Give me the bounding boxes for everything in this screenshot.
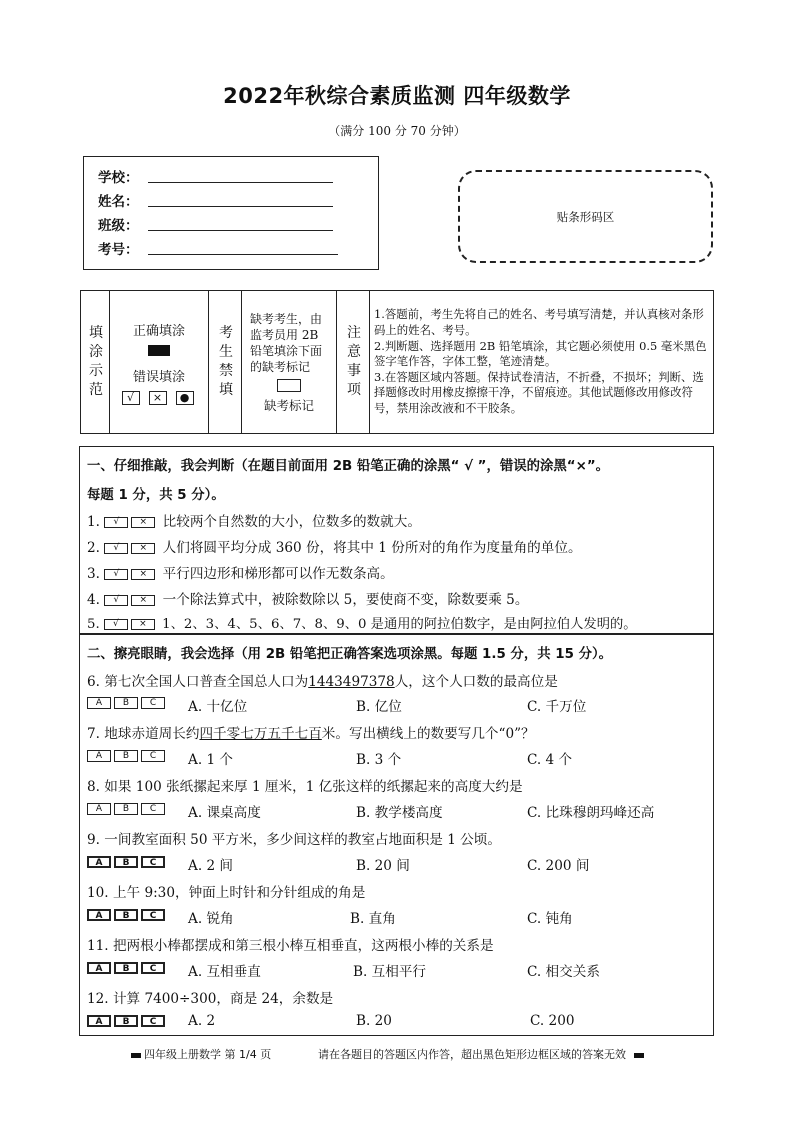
notes-cell: [370, 291, 714, 434]
wrong-mark-cross: ×: [149, 391, 167, 405]
page-title: 2022年秋综合素质监测 四年级数学: [223, 84, 571, 108]
judge-item-text: 人们将圆平均分成 360 份，将其中 1 份所对的角作为度量角的单位。: [162, 540, 582, 556]
question-9: 9. 一间教室面积 50 平方米，多少间这样的教室占地面积是 1 公顷。: [87, 832, 501, 848]
q7-option-b: B. 3 个: [356, 752, 402, 768]
footer-left: [128, 1046, 271, 1062]
q6-option-b: B. 亿位: [356, 699, 402, 715]
school-label: 学校：: [98, 170, 139, 186]
judge-item-1: 1. √ × 比较两个自然数的大小，位数多的数就大。: [87, 514, 421, 530]
q7-option-c: C. 4 个: [527, 752, 573, 768]
q7-option-a: A. 1 个: [188, 752, 234, 768]
underlined-number: 四千零七万五千七百: [199, 726, 322, 742]
q11-option-b: B. 互相平行: [353, 964, 427, 980]
judge-item-text: 比较两个自然数的大小，位数多的数就大。: [162, 514, 421, 530]
fill-example-label: 填 涂 示 范: [81, 291, 110, 434]
false-mark[interactable]: ×: [131, 619, 155, 630]
page-subtitle: （满分 100 分 70 分钟）: [328, 124, 466, 138]
wrong-fill-samples: [110, 391, 208, 405]
notes-label: 注 意 事 项: [337, 291, 370, 434]
q9-option-c: C. 200 间: [527, 858, 590, 874]
option-a-box[interactable]: A: [87, 856, 111, 868]
true-mark[interactable]: √: [104, 517, 128, 528]
option-c-box[interactable]: C: [141, 909, 165, 921]
footer-block-mark: [131, 1053, 141, 1058]
q6-option-a: A. 十亿位: [188, 699, 248, 715]
underlined-number: 1443497378: [308, 674, 395, 690]
school-field[interactable]: [148, 182, 333, 183]
exam-no-row: [98, 238, 139, 258]
q10-answer-boxes: [87, 909, 165, 921]
wrong-mark-dot: ●: [176, 391, 194, 405]
school-row: [98, 166, 139, 186]
q11-option-c: C. 相交关系: [527, 964, 600, 980]
question-11: 11. 把两根小棒都摆成和第三根小棒互相垂直，这两根小棒的关系是: [87, 938, 494, 954]
student-info-box: [83, 156, 379, 270]
option-a-box[interactable]: A: [87, 1015, 111, 1027]
section-judgement: [79, 446, 714, 634]
question-6: 6. 第七次全国人口普查全国总人口为1443497378人，这个人口数的最高位是: [87, 674, 558, 690]
footer-right: [318, 1046, 647, 1062]
name-row: [98, 190, 139, 210]
false-mark[interactable]: ×: [131, 517, 155, 528]
class-row: [98, 214, 139, 234]
judge-item-4: 4. √ × 一个除法算式中，被除数除以 5，要使商不变，除数要乘 5。: [87, 592, 529, 608]
q12-option-a: A. 2: [188, 1013, 216, 1029]
q6-option-c: C. 千万位: [527, 699, 587, 715]
judge-item-5: 5. √ × 1、2、3、4、5、6、7、8、9、0 是通用的阿拉伯数字，是由阿拉伯人发明的。: [87, 617, 637, 632]
option-c-box[interactable]: C: [141, 803, 165, 815]
q8-answer-boxes: [87, 803, 165, 815]
q12-option-c: C. 200: [530, 1013, 575, 1029]
q10-option-a: A. 锐角: [188, 911, 234, 927]
name-field[interactable]: [148, 206, 333, 207]
barcode-area: [458, 170, 713, 263]
instruction-table: [80, 290, 714, 434]
q11-answer-boxes: [87, 962, 165, 974]
option-c-box[interactable]: C: [141, 856, 165, 868]
option-c-box[interactable]: C: [141, 962, 165, 974]
section1-heading-1: 一、仔细推敲，我会判断（在题目前面用 2B 铅笔正确的涂黑“ √ ”，错误的涂黑“×”。: [87, 459, 610, 474]
exam-no-field[interactable]: [148, 254, 338, 255]
option-b-box[interactable]: B: [114, 909, 138, 921]
correct-fill-sample: [148, 345, 170, 356]
option-a-box[interactable]: A: [87, 962, 111, 974]
q9-answer-boxes: [87, 856, 165, 868]
option-b-box[interactable]: B: [114, 962, 138, 974]
absent-mark-label: 缺考标记: [263, 397, 314, 413]
footer-notice: 请在各题目的答题区内作答，超出黑色矩形边框区域的答案无效: [318, 1048, 626, 1061]
question-7: 7. 地球赤道周长约四千零七万五千七百米。写出横线上的数要写几个“0”？: [87, 726, 535, 742]
question-12: 12. 计算 7400÷300，商是 24，余数是: [87, 991, 334, 1007]
judge-item-3: 3. √ × 平行四边形和梯形都可以作无数条高。: [87, 566, 394, 582]
q8-option-c: C. 比珠穆朗玛峰还高: [527, 805, 655, 821]
correct-fill-label: 正确填涂: [132, 323, 185, 339]
note-3: 3.在答题区域内答题。保持试卷清洁，不折叠，不损坏；判断、选择题修改时用橡皮擦擦干净，不留痕迹。其他试题修改用修改符号，禁用涂改液和不干胶条。: [374, 369, 704, 415]
option-b-box[interactable]: B: [114, 750, 138, 762]
option-c-box[interactable]: C: [141, 750, 165, 762]
section2-heading: 二、擦亮眼睛，我会选择（用 2B 铅笔把正确答案选项涂黑。每题 1.5 分，共 15 分）。: [87, 647, 613, 662]
footer-page-info: 四年级上册数学 第 1/4 页: [144, 1048, 272, 1061]
barcode-label: 贴条形码区: [556, 209, 615, 224]
wrong-fill-label: 错误填涂: [132, 369, 185, 385]
q12-answer-boxes: [87, 1015, 165, 1027]
true-mark[interactable]: √: [104, 595, 128, 606]
name-label: 姓名：: [98, 194, 139, 210]
judge-item-2: 2. √ × 人们将圆平均分成 360 份，将其中 1 份所对的角作为度量角的单位。: [87, 540, 582, 556]
exam-no-label: 考号：: [98, 242, 139, 258]
q10-option-b: B. 直角: [350, 911, 396, 927]
option-b-box[interactable]: B: [114, 803, 138, 815]
class-label: 班级：: [98, 218, 139, 234]
option-a-box[interactable]: A: [87, 909, 111, 921]
true-mark[interactable]: √: [104, 619, 128, 630]
false-mark[interactable]: ×: [131, 595, 155, 606]
q10-option-c: C. 钝角: [527, 911, 573, 927]
q9-option-b: B. 20 间: [356, 858, 410, 874]
q11-option-a: A. 互相垂直: [188, 964, 261, 980]
q12-option-b: B. 20: [356, 1013, 392, 1029]
judge-item-text: 平行四边形和梯形都可以作无数条高。: [162, 566, 394, 582]
option-c-box[interactable]: C: [141, 1015, 165, 1027]
option-a-box[interactable]: A: [87, 697, 111, 709]
option-c-box[interactable]: C: [141, 697, 165, 709]
q8-option-a: A. 课桌高度: [188, 805, 261, 821]
section-choice: [79, 634, 714, 1036]
option-b-box[interactable]: B: [114, 856, 138, 868]
option-b-box[interactable]: B: [114, 697, 138, 709]
q8-option-b: B. 教学楼高度: [356, 805, 443, 821]
option-b-box[interactable]: B: [114, 1015, 138, 1027]
note-1: 1.答题前，考生先将自己的姓名、考号填写清楚，并认真核对条形码上的姓名、考号。: [374, 307, 704, 338]
true-mark[interactable]: √: [104, 569, 128, 580]
class-field[interactable]: [148, 230, 333, 231]
footer-block-mark: [634, 1053, 644, 1058]
judge-item-text: 一个除法算式中，被除数除以 5，要使商不变，除数要乘 5。: [162, 592, 529, 608]
judge-item-text: 1、2、3、4、5、6、7、8、9、0 是通用的阿拉伯数字，是由阿拉伯人发明的。: [162, 617, 637, 632]
false-mark[interactable]: ×: [131, 543, 155, 554]
option-a-box[interactable]: A: [87, 750, 111, 762]
absent-mark-box[interactable]: [277, 379, 301, 392]
q7-answer-boxes: [87, 750, 165, 762]
question-8: 8. 如果 100 张纸摞起来厚 1 厘米，1 亿张这样的纸摞起来的高度大约是: [87, 779, 523, 795]
note-2: 2.判断题、选择题用 2B 铅笔填涂，其它题必须使用 0.5 毫米黑色签字笔作答，字体工整，笔迹清楚。: [374, 338, 707, 369]
question-10: 10. 上午 9:30，钟面上时针和分针组成的角是: [87, 885, 366, 901]
examinee-forbidden-label: 考 生 禁 填: [209, 291, 242, 434]
q9-option-a: A. 2 间: [188, 858, 234, 874]
fill-example-cell: [110, 291, 209, 434]
section1-heading-2: 每题 1 分，共 5 分）。: [87, 488, 225, 503]
q6-answer-boxes: [87, 697, 165, 709]
option-a-box[interactable]: A: [87, 803, 111, 815]
absent-cell: [242, 291, 337, 434]
absent-instruction: 缺考考生，由监考员用 2B 铅笔填涂下面的缺考标记: [250, 311, 323, 374]
wrong-mark-check: √: [122, 391, 140, 405]
true-mark[interactable]: √: [104, 543, 128, 554]
false-mark[interactable]: ×: [131, 569, 155, 580]
